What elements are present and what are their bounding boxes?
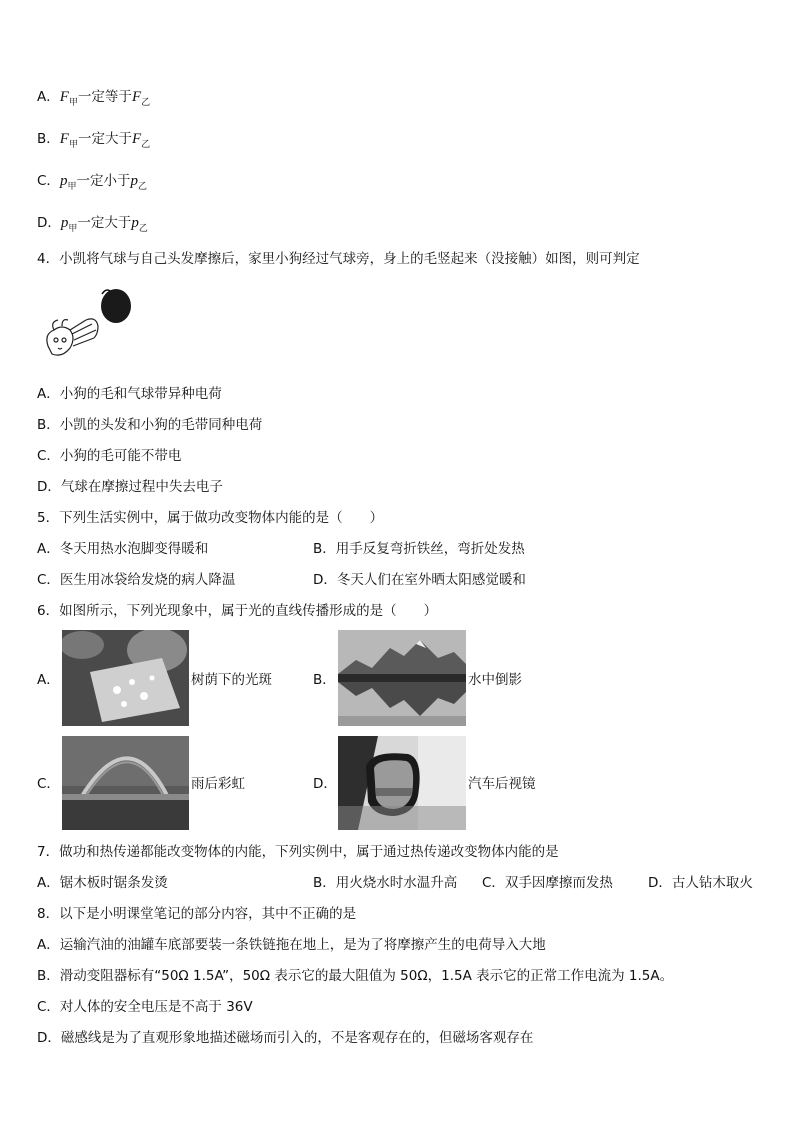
q7-option-c: C．双手因摩擦而发热 [482,875,613,891]
q4-stem: 4．小凯将气球与自己头发摩擦后，家里小狗经过气球旁，身上的毛竖起来（没接触）如图，则可判定 [37,251,640,267]
q3-option-c: C．$p_甲$一定小于$p_乙$ [37,173,147,192]
q3-option-d: D．$p_甲$一定大于$p_乙$ [37,215,148,234]
dog-icon [47,319,98,355]
q6-option-b-letter: B． [313,672,336,688]
q3-option-b: B．$F_甲$一定大于$F_乙$ [37,131,151,150]
q7-option-a: A．锯木板时锯条发烫 [37,875,168,891]
car-side-mirror-image [338,736,466,830]
q7-stem: 7．做功和热传递都能改变物体的内能，下列实例中，属于通过热传递改变物体内能的是 [37,844,559,860]
dog-balloon-figure [40,286,140,366]
q8-option-c: C．对人体的安全电压是不高于 36V [37,999,253,1015]
q3-option-a: A．$F_甲$一定等于$F_乙$ [37,89,151,108]
q8-stem: 8．以下是小明课堂笔记的部分内容，其中不正确的是 [37,906,357,922]
q6-stem: 6．如图所示，下列光现象中，属于光的直线传播形成的是（ ） [37,603,438,619]
q5-option-a: A．冬天用热水泡脚变得暖和 [37,541,209,557]
q8-option-d: D．磁感线是为了直观形象地描述磁场而引入的，不是客观存在的，但磁场客观存在 [37,1030,534,1046]
q5-option-b: B．用手反复弯折铁丝，弯折处发热 [313,541,525,557]
q4-option-a: A．小狗的毛和气球带异种电荷 [37,386,222,402]
water-reflection-image [338,630,466,726]
q8-option-a: A．运输汽油的油罐车底部要装一条铁链拖在地上，是为了将摩擦产生的电荷导入大地 [37,937,546,953]
q4-option-c: C．小狗的毛可能不带电 [37,448,182,464]
q6-option-d-caption: 汽车后视镜 [468,776,536,792]
q6-option-a-caption: 树荫下的光斑 [191,672,272,688]
q5-option-c: C．医生用冰袋给发烧的病人降温 [37,572,236,588]
q6-option-c-letter: C． [37,776,60,792]
q6-option-b-caption: 水中倒影 [468,672,522,688]
balloon-icon [101,289,131,323]
q5-option-d: D．冬天人们在室外晒太阳感觉暖和 [313,572,526,588]
q8-option-b: B．滑动变阻器标有“50Ω 1.5A”，50Ω 表示它的最大阻值为 50Ω，1.5A 表示它的正常工作电流为 1.5A。 [37,968,674,984]
q6-option-d-letter: D． [313,776,337,792]
q7-option-d: D．古人钻木取火 [648,875,753,891]
q5-stem: 5．下列生活实例中，属于做功改变物体内能的是（ ） [37,510,384,526]
q4-option-b: B．小凯的头发和小狗的毛带同种电荷 [37,417,263,433]
rainbow-image [62,736,189,830]
q7-option-b: B．用火烧水时水温升高 [313,875,458,891]
q4-option-d: D．气球在摩擦过程中失去电子 [37,479,223,495]
q6-option-c-caption: 雨后彩虹 [191,776,245,792]
tree-shade-light-spots-image [62,630,189,726]
q6-option-a-letter: A． [37,672,60,688]
